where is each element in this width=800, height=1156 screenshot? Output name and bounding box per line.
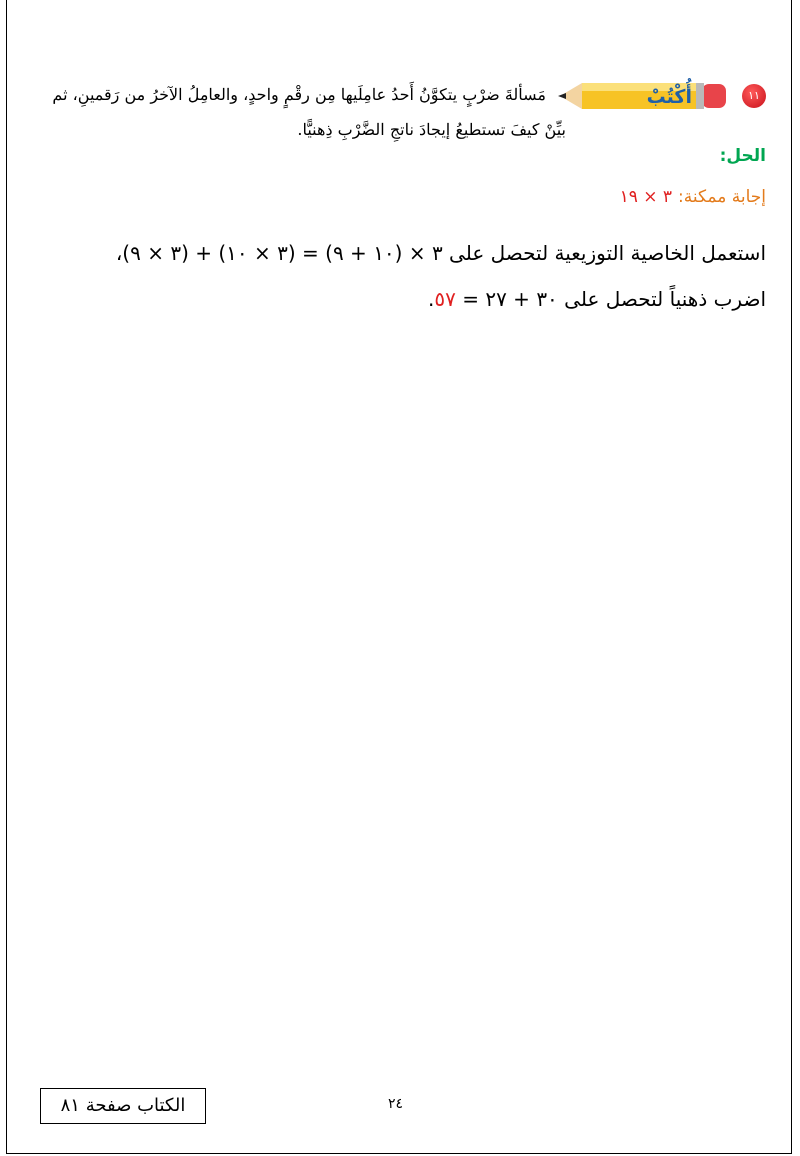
- solution-label: الحل:: [719, 146, 766, 166]
- solution-line2-prefix: اضرب ذهنياً لتحصل على ٣٠ + ٢٧ =: [455, 287, 766, 311]
- possible-answer-value: ٣ × ١٩: [619, 187, 673, 207]
- question-block: [36, 78, 766, 146]
- pencil-icon: [552, 79, 730, 113]
- page-frame: [6, 0, 792, 1154]
- solution-line2: [36, 276, 766, 322]
- page-number: ٢٤: [388, 1096, 404, 1112]
- possible-answer: [620, 187, 766, 207]
- possible-answer-label: إجابة ممكنة:: [678, 187, 766, 207]
- solution-result: ٥٧: [434, 287, 456, 311]
- question-number-badge: ١١: [742, 84, 766, 108]
- solution-line2-suffix: .: [428, 287, 435, 311]
- solution-body: [36, 230, 766, 322]
- write-tag-label: أُكْتُبْ: [646, 85, 692, 108]
- question-text-line1: مَسألةَ ضرْبٍ يتكوَّنُ أَحدُ عامِلَيها مِن رقْمٍ واحدٍ، والعامِلُ الآخرُ من رَقمينِ، ثم: [52, 85, 546, 104]
- book-page-reference: الكتاب صفحة ٨١: [40, 1088, 206, 1124]
- solution-line1: استعمل الخاصية التوزيعية لتحصل على ٣ × (١٠ + ٩) = (٣ × ١٠) + (٣ × ٩)،: [115, 241, 766, 265]
- question-text-line2: بيِّنْ كيفَ تستطيعُ إيجادَ ناتجِ الضَّرْبِ ذِهنيًّا.: [297, 119, 566, 139]
